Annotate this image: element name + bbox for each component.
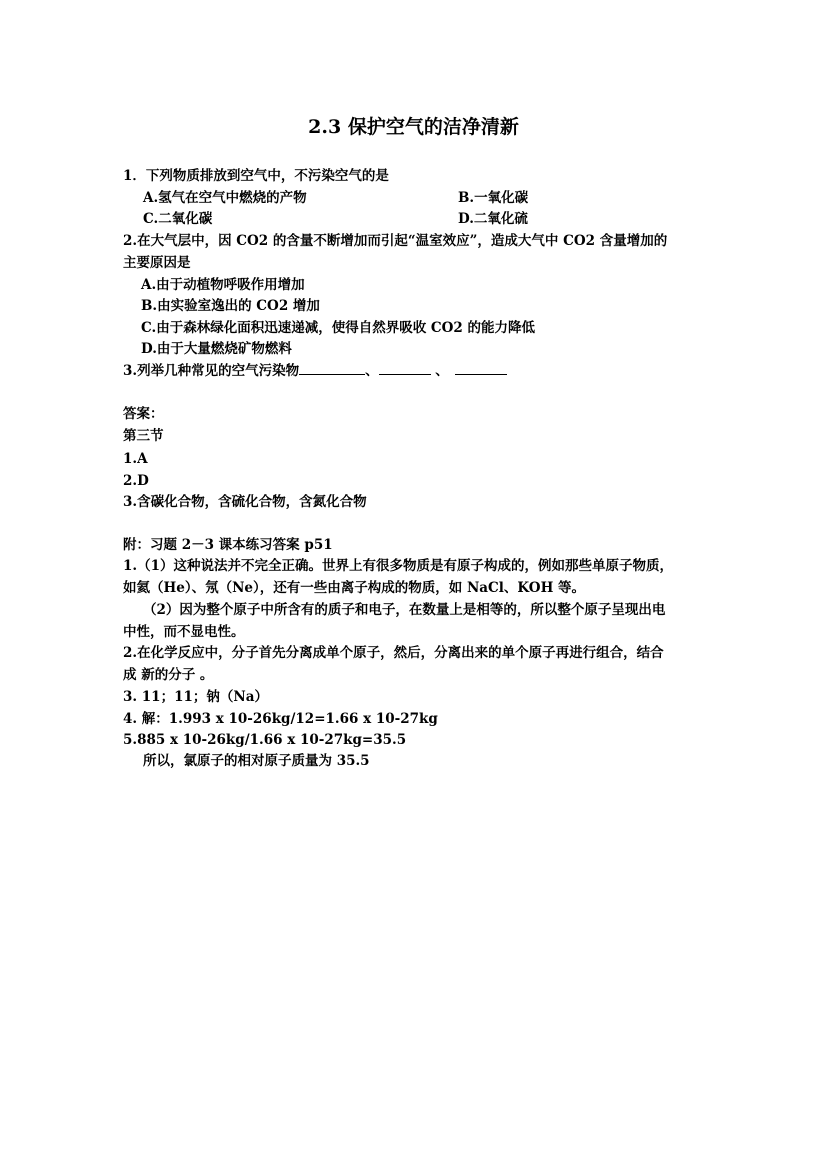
question-1-option-d: D.二氧化硫 xyxy=(458,211,528,227)
answer-blank-1 xyxy=(299,362,365,375)
answer-blank-3 xyxy=(455,362,507,375)
appendix-line: 所以，氯原子的相对原子质量为 35.5 xyxy=(143,753,370,769)
question-2-option-a: A.由于动植物呼吸作用增加 xyxy=(141,277,305,293)
question-2-option-b: B.由实验室逸出的 CO2 增加 xyxy=(141,298,320,314)
appendix-line: 中性，而不显电性。 xyxy=(123,624,245,640)
question-3 xyxy=(123,362,507,380)
question-1-option-c: C.二氧化碳 xyxy=(143,211,213,227)
page-title: 2.3 保护空气的洁净清新 xyxy=(308,116,519,138)
question-2-stem-line1: 2.在大气层中，因 CO2 的含量不断增加而引起“温室效应”，造成大气中 CO2 含量增加的 xyxy=(123,233,668,249)
appendix-line: 5.885 x 10-26kg/1.66 x 10-27kg=35.5 xyxy=(123,732,407,748)
appendix-line: 2.在化学反应中，分子首先分离成单个原子，然后，分离出来的单个原子再进行组合，结合 xyxy=(123,645,664,661)
answers-heading: 答案： xyxy=(123,406,164,422)
appendix-line: 1.（1）这种说法并不完全正确。世界上有很多物质是有原子构成的，例如那些单原子物质， xyxy=(123,558,673,574)
answers-section: 第三节 xyxy=(123,428,164,444)
blank-separator: 、 xyxy=(365,363,379,379)
question-3-stem: 3.列举几种常见的空气污染物 xyxy=(123,363,300,379)
question-1-option-b: B.一氧化碳 xyxy=(458,190,529,206)
question-2-option-c: C.由于森林绿化面积迅速递减，使得自然界吸收 CO2 的能力降低 xyxy=(141,320,536,336)
answer-3: 3.含碳化合物，含硫化合物，含氮化合物 xyxy=(123,494,367,510)
question-2-stem-line2: 主要原因是 xyxy=(123,255,191,271)
question-2-option-d: D.由于大量燃烧矿物燃料 xyxy=(141,341,292,357)
appendix-line: 成 新的分子 。 xyxy=(123,667,214,683)
question-1-stem: 1．下列物质排放到空气中，不污染空气的是 xyxy=(123,168,389,184)
question-1-option-a: A.氢气在空气中燃烧的产物 xyxy=(143,190,307,206)
appendix-line: 3. 11；11；钠（Na） xyxy=(123,689,268,705)
answer-1: 1.A xyxy=(123,451,148,467)
appendix-heading: 附：习题 2－3 课本练习答案 p51 xyxy=(123,537,333,553)
appendix-line: （2）因为整个原子中所含有的质子和电子，在数量上是相等的，所以整个原子呈现出电 xyxy=(143,602,666,618)
appendix-line: 4. 解：1.993 x 10-26kg/12=1.66 x 10-27kg xyxy=(123,711,438,727)
blank-separator: 、 xyxy=(430,363,449,379)
answer-blank-2 xyxy=(379,362,431,375)
appendix-line: 如氦（He）、氖（Ne），还有一些由离子构成的物质，如 NaCl、KOH 等。 xyxy=(123,580,586,596)
answer-2: 2.D xyxy=(123,473,149,489)
